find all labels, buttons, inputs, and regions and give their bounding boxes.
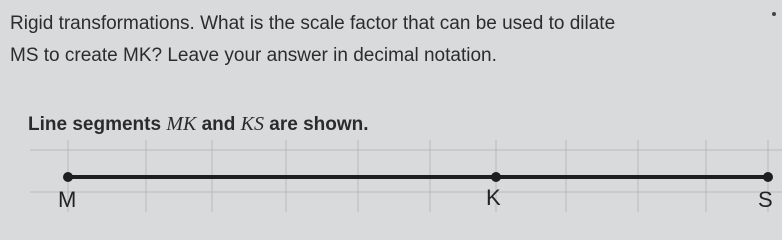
point-s xyxy=(763,172,773,182)
caption-suffix: are shown. xyxy=(264,114,369,135)
label-s: S xyxy=(758,187,773,212)
caption-prefix: Line segments xyxy=(28,114,167,135)
question-line-1: Rigid transformations. What is the scale factor that can be used to dilate xyxy=(10,13,616,34)
segment-ks-label: KS xyxy=(240,113,265,135)
question-line-2: MS to create MK? Leave your answer in decimal notation. xyxy=(10,45,497,66)
point-k xyxy=(491,172,501,182)
label-m: M xyxy=(58,187,77,212)
label-k: K xyxy=(486,185,501,210)
caption-middle: and xyxy=(196,114,241,135)
point-m xyxy=(63,172,73,182)
segment-mk-label: MK xyxy=(166,113,197,135)
